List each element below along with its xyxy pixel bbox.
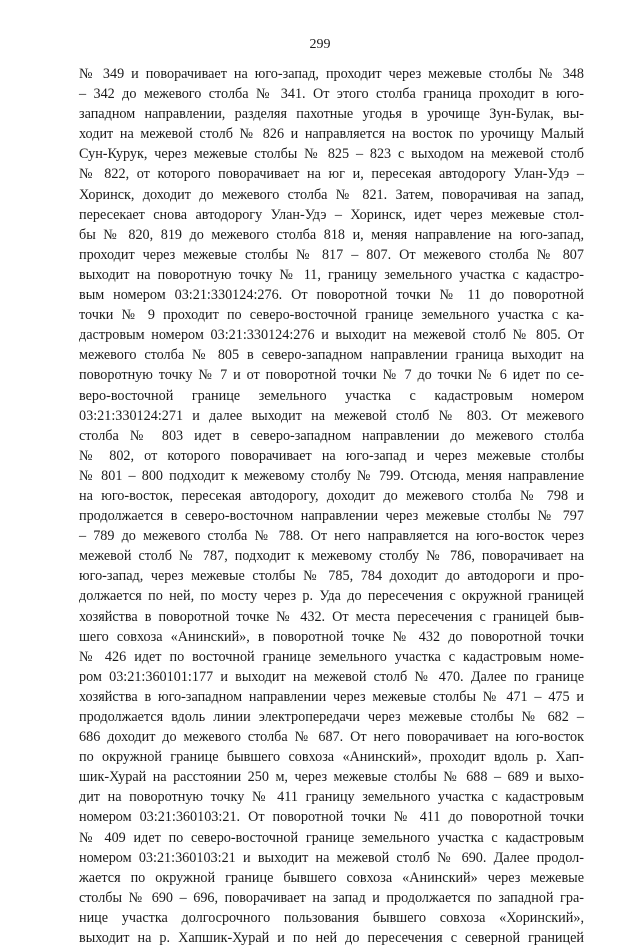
text-line: шик-Хурай на расстоянии 250 м, через межевые столбы № 688 – 689 и выхо- <box>79 769 584 786</box>
text-line: пересекает снова автодорогу Улан-Удэ – Хоринск, идет через межевые стол- <box>79 206 584 223</box>
text-line: межевого столба № 805 в северо-западном направлении граница выходит на <box>79 347 584 364</box>
text-line: проходит через межевые столбы № 817 – 807. От межевого столба № 807 <box>79 246 584 263</box>
text-line: веро-восточной границе земельного участка с кадастровым номером <box>79 387 584 404</box>
text-line: точки № 9 проходит по северо-восточной границе земельного участка с ка- <box>79 307 584 324</box>
text-line: бы № 820, 819 до межевого столба 818 и, меняя направление на юго-запад, <box>79 226 584 243</box>
text-line: № 409 идет по северо-восточной границе земельного участка с кадастровым <box>79 829 584 846</box>
text-line: жается по окружной границе бывшего совхоза «Анинский» через межевые <box>79 869 584 886</box>
text-line: должается по ней, по мосту через р. Уда до пересечения с окружной границей <box>79 588 584 605</box>
text-line: ром 03:21:360101:177 и выходит на межевой столб № 470. Далее по границе <box>79 668 584 685</box>
text-line: дит на поворотную точку № 411 границу земельного участка с кадастровым <box>79 789 584 806</box>
text-line: дастровым номером 03:21:330124:276 и выходит на межевой столб № 805. От <box>79 327 584 344</box>
text-line: столба № 803 идет в северо-западном направлении до межевого столба <box>79 427 584 444</box>
text-line: 03:21:330124:271 и далее выходит на межевой столб № 803. От межевого <box>79 407 584 424</box>
text-line: выходит на р. Хапшик-Хурай и по ней до пересечения с северной границей <box>79 930 584 947</box>
text-line: вым номером 03:21:330124:276. От поворотной точки № 11 до поворотной <box>79 287 584 304</box>
text-line: поворотную точку № 7 и от поворотной точки № 7 до точки № 6 идет по се- <box>79 367 584 384</box>
text-line: Хоринск, доходит до межевого столба № 821. Затем, поворачивая на запад, <box>79 186 584 203</box>
page-number: 299 <box>309 37 331 52</box>
text-line: по окружной границе бывшего совхоза «Анинский», проходит вдоль р. Хап- <box>79 749 584 766</box>
text-line: Сун-Курук, через межевые столбы № 825 – 823 с выходом на межевой столб <box>79 146 584 163</box>
text-line: межевой столб № 787, подходит к межевому столбу № 786, поворачивает на <box>79 548 584 565</box>
text-line: ходит на межевой столб № 826 и направляется на восток по урочищу Малый <box>79 126 584 143</box>
text-line: шего совхоза «Анинский», в поворотной точке № 432 до поворотной точки <box>79 628 584 645</box>
text-line: № 349 и поворачивает на юго-запад, проходит через межевые столбы № 348 <box>79 66 584 82</box>
text-line: номером 03:21:360103:21. От поворотной точки № 411 до поворотной точки <box>79 809 584 826</box>
text-line: выходит на поворотную точку № 11, границу земельного участка с кадастро- <box>79 266 584 283</box>
text-line: № 426 идет по восточной границе земельного участка с кадастровым номе- <box>79 648 584 665</box>
text-line: нице участка долгосрочного пользования бывшего совхоза «Хоринский», <box>79 909 584 926</box>
text-line: на юго-восток, пересекая автодорогу, доходит до межевого столба № 798 и <box>79 487 584 504</box>
text-line: № 802, от которого поворачивает на юго-запад и через межевые столбы <box>79 447 584 464</box>
text-line: номером 03:21:360103:21 и выходит на межевой столб № 690. Далее продол- <box>79 849 584 866</box>
text-line: № 822, от которого поворачивает на юг и, пересекая автодорогу Улан-Удэ – <box>79 166 584 183</box>
body-text <box>79 64 584 948</box>
text-line: хозяйства в юго-западном направлении через межевые столбы № 471 – 475 и <box>79 688 584 705</box>
text-line: западном направлении, разделяя пахотные угодья в урочище Зун-Булак, вы- <box>79 106 584 123</box>
text-line: – 789 до межевого столба № 788. От него направляется на юго-восток через <box>79 528 584 545</box>
text-line: хозяйства в поворотной точке № 432. От места пересечения с границей быв- <box>79 608 584 625</box>
text-line: продолжается вдоль линии электропередачи через межевые столбы № 682 – <box>79 709 584 725</box>
text-line: юго-запад, через межевые столбы № 785, 784 доходит до автодороги и про- <box>79 568 584 585</box>
text-line: продолжается в северо-восточном направлении через межевые столбы № 797 <box>79 508 584 525</box>
text-line: – 342 до межевого столба № 341. От этого столба граница проходит в юго- <box>79 86 584 103</box>
text-line: столбы № 690 – 696, поворачивает на запад и продолжается по западной гра- <box>79 889 584 906</box>
text-line: 686 доходит до межевого столба № 687. От него поворачивает на юго-восток <box>79 729 584 746</box>
text-line: № 801 – 800 подходит к межевому столбу № 799. Отсюда, меняя направление <box>79 467 584 484</box>
